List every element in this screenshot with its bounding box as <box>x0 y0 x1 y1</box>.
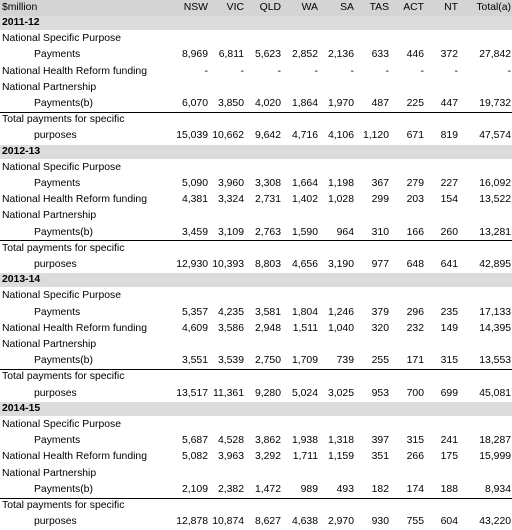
table-cell: 989 <box>300 483 318 495</box>
section-year: 2011-12 <box>2 17 40 28</box>
table-cell: 3,308 <box>254 178 281 189</box>
table-header <box>0 0 512 16</box>
table-cell: 2,136 <box>327 49 354 61</box>
table-cell: 671 <box>406 130 424 142</box>
table-cell: 699 <box>440 387 458 399</box>
table-cell: - <box>240 65 244 77</box>
table-cell: 15,039 <box>176 130 208 142</box>
table-cell: 9,280 <box>254 387 281 399</box>
table-cell: 739 <box>336 355 354 367</box>
table-cell: 14,395 <box>479 322 511 334</box>
table-cell: 8,627 <box>254 516 281 528</box>
table-cell: 17,133 <box>479 306 511 318</box>
table-cell: 4,235 <box>217 306 244 318</box>
column-header: TAS <box>369 2 389 13</box>
section-year: 2012-13 <box>2 145 41 157</box>
table-cell: 3,551 <box>181 355 208 367</box>
table-cell: 3,862 <box>254 435 281 447</box>
section-year: 2014-15 <box>2 402 41 414</box>
table-cell: 166 <box>406 226 424 238</box>
table-cell: 3,960 <box>217 178 244 189</box>
table-cell: 487 <box>371 98 389 109</box>
table-cell: 43,220 <box>479 516 511 528</box>
table-cell: 310 <box>371 226 389 238</box>
column-header: ACT <box>403 2 424 13</box>
table-cell: 15,999 <box>479 451 511 463</box>
row-label: National Specific Purpose <box>2 419 121 430</box>
table-cell: 299 <box>371 194 389 206</box>
table-cell: 260 <box>440 226 458 238</box>
table-cell: 5,687 <box>181 435 208 447</box>
table-cell: 188 <box>440 483 458 495</box>
section-header <box>0 145 512 159</box>
table-cell: 5,082 <box>181 451 208 463</box>
table-cell: 379 <box>371 306 389 318</box>
table-cell: 2,852 <box>291 49 318 61</box>
row-label: National Health Reform funding <box>2 194 147 206</box>
table-cell: 1,511 <box>292 322 318 334</box>
table-cell: 5,623 <box>254 49 281 61</box>
table-cell: 1,938 <box>291 435 318 447</box>
table-cell: 4,638 <box>291 516 318 528</box>
table-cell: 266 <box>406 451 424 463</box>
column-header: Total(a) <box>476 2 511 13</box>
table-cell: 648 <box>406 259 424 270</box>
table-cell: 149 <box>440 322 458 334</box>
table-cell: 964 <box>336 226 354 238</box>
row-label: Total payments for specific <box>2 371 125 383</box>
table-cell: 351 <box>371 451 389 463</box>
table-cell: 8,934 <box>484 483 511 495</box>
table-cell: - <box>385 65 389 77</box>
table-cell: 367 <box>371 178 389 189</box>
column-header: NT <box>444 2 458 13</box>
table-cell: 3,459 <box>181 226 208 238</box>
table-cell: 5,024 <box>291 387 318 399</box>
row-label: Total payments for specific <box>2 242 125 254</box>
table-cell: 47,574 <box>479 130 511 142</box>
table-cell: 13,517 <box>176 387 208 399</box>
row-label: National Partnership <box>2 210 97 222</box>
table-cell: 203 <box>406 194 424 206</box>
row-label: purposes <box>34 387 77 399</box>
section-year: 2013-14 <box>2 274 41 286</box>
table-cell: 174 <box>406 483 424 495</box>
table-cell: 27,842 <box>479 49 511 61</box>
table-cell: 3,586 <box>217 322 244 334</box>
table-cell: 930 <box>371 516 389 528</box>
table-cell: 5,090 <box>181 178 208 189</box>
table-cell: 13,281 <box>479 226 511 238</box>
table-cell: 175 <box>440 451 458 463</box>
table-cell: 3,963 <box>217 451 244 463</box>
table-cell: 255 <box>371 355 389 367</box>
table-cell: 5,357 <box>181 306 208 318</box>
unit-label: $million <box>2 2 38 13</box>
row-label: Total payments for specific <box>2 500 125 511</box>
row-label: Payments <box>34 178 81 189</box>
table-cell: 182 <box>371 483 389 495</box>
table-cell: - <box>420 65 424 77</box>
table-cell: 171 <box>406 355 424 367</box>
table-cell: 1,402 <box>291 194 318 206</box>
table-cell: 8,969 <box>181 49 208 61</box>
table-cell: 10,662 <box>212 130 244 142</box>
row-label: Payments(b) <box>34 98 93 109</box>
table-cell: 1,246 <box>327 306 354 318</box>
table-cell: 11,361 <box>212 387 244 399</box>
table-cell: 320 <box>371 322 389 334</box>
table-cell: 2,763 <box>254 226 281 238</box>
table-cell: 1,709 <box>291 355 318 367</box>
table-cell: 1,318 <box>327 435 354 447</box>
row-label: National Specific Purpose <box>2 290 121 302</box>
table-cell: 16,092 <box>479 178 511 189</box>
table-cell: 4,716 <box>291 130 318 142</box>
row-label: Total payments for specific <box>2 114 125 126</box>
table-cell: 315 <box>406 435 424 447</box>
table-cell: 604 <box>440 516 458 528</box>
table-cell: - <box>350 65 354 77</box>
table-cell: 9,642 <box>254 130 281 142</box>
table-cell: 755 <box>406 516 424 528</box>
table-cell: 1,804 <box>291 306 318 318</box>
row-label: National Specific Purpose <box>2 161 121 173</box>
table-cell: 2,109 <box>181 483 208 495</box>
table-cell: 1,028 <box>327 194 354 206</box>
table-cell: 641 <box>440 259 458 270</box>
row-label: National Health Reform funding <box>2 322 147 334</box>
table-cell: 3,190 <box>327 259 354 270</box>
row-label: National Partnership <box>2 339 97 350</box>
table-cell: 633 <box>371 49 389 61</box>
table-cell: 2,382 <box>217 483 244 495</box>
table-cell: 3,581 <box>254 306 281 318</box>
row-label: National Partnership <box>2 467 97 479</box>
table-cell: 1,970 <box>327 98 354 109</box>
column-header: SA <box>340 2 354 13</box>
column-header: WA <box>301 2 318 13</box>
table-cell: 12,930 <box>176 259 208 270</box>
table-cell: 13,522 <box>479 194 511 206</box>
table-cell: 10,393 <box>212 259 244 270</box>
table-cell: 45,081 <box>479 387 511 399</box>
table-cell: 3,025 <box>327 387 354 399</box>
table-cell: 1,864 <box>291 98 318 109</box>
table-cell: 13,553 <box>479 355 511 367</box>
column-header: VIC <box>226 2 244 13</box>
table-cell: 397 <box>371 435 389 447</box>
row-label: Payments <box>34 306 81 318</box>
table-cell: 19,732 <box>479 98 511 109</box>
table-cell: 1,664 <box>291 178 318 189</box>
table-cell: 447 <box>440 98 458 109</box>
table-cell: 1,472 <box>254 483 281 495</box>
column-header: NSW <box>183 2 208 13</box>
table-cell: 4,609 <box>181 322 208 334</box>
row-label: Payments(b) <box>34 226 93 238</box>
table-cell: 279 <box>406 178 424 189</box>
table-cell: 3,292 <box>254 451 281 463</box>
table-cell: 493 <box>336 483 354 495</box>
table-cell: 296 <box>406 306 424 318</box>
table-cell: 953 <box>371 387 389 399</box>
table-cell: 1,159 <box>327 451 354 463</box>
table-cell: 1,590 <box>291 226 318 238</box>
table-cell: - <box>454 65 458 77</box>
table-cell: - <box>277 65 281 77</box>
table-cell: 3,109 <box>217 226 244 238</box>
row-label: Payments(b) <box>34 355 93 367</box>
table-cell: 3,850 <box>217 98 244 109</box>
row-label: Payments <box>34 49 81 61</box>
table-cell: 42,895 <box>479 259 511 270</box>
table-cell: 2,970 <box>327 516 354 528</box>
section-header <box>0 402 512 416</box>
table-cell: 10,874 <box>212 516 244 528</box>
table-cell: 8,803 <box>254 259 281 270</box>
table-cell: 3,539 <box>217 355 244 367</box>
table-cell: 235 <box>440 306 458 318</box>
row-label: purposes <box>34 130 77 142</box>
table-cell: 1,711 <box>292 451 318 463</box>
table-cell: 6,811 <box>218 49 244 61</box>
table-cell: 4,656 <box>291 259 318 270</box>
table-cell: 12,878 <box>176 516 208 528</box>
row-label: National Health Reform funding <box>2 65 147 77</box>
table-cell: 241 <box>440 435 458 447</box>
table-cell: 2,948 <box>254 322 281 334</box>
table-cell: - <box>314 65 318 77</box>
table-cell: 4,381 <box>181 194 208 206</box>
row-label: National Partnership <box>2 81 97 93</box>
table-cell: 1,040 <box>327 322 354 334</box>
table-cell: 3,324 <box>217 194 244 206</box>
table-cell: 4,528 <box>217 435 244 447</box>
table-cell: 977 <box>371 259 389 270</box>
table-cell: 315 <box>440 355 458 367</box>
section-header <box>0 273 512 287</box>
table-cell: 227 <box>440 178 458 189</box>
table-cell: 819 <box>440 130 458 142</box>
row-label: purposes <box>34 259 77 270</box>
table-cell: 446 <box>406 49 424 61</box>
table-cell: 232 <box>406 322 424 334</box>
table-cell: 4,020 <box>254 98 281 109</box>
row-label: National Specific Purpose <box>2 33 121 45</box>
table-cell: 700 <box>406 387 424 399</box>
row-label: Payments(b) <box>34 483 93 495</box>
row-label: Payments <box>34 435 81 447</box>
table-cell: 225 <box>406 98 424 109</box>
column-header: QLD <box>259 2 281 13</box>
table-cell: 4,106 <box>327 130 354 142</box>
row-label: National Health Reform funding <box>2 451 147 463</box>
table-cell: 1,198 <box>327 178 354 189</box>
table-cell: 2,731 <box>254 194 281 206</box>
table-cell: - <box>507 65 511 77</box>
table-cell: 2,750 <box>254 355 281 367</box>
table-cell: 372 <box>440 49 458 61</box>
table-cell: - <box>204 65 208 77</box>
section-header <box>0 16 512 30</box>
row-label: purposes <box>34 516 77 528</box>
table-cell: 154 <box>440 194 458 206</box>
table-cell: 18,287 <box>479 435 511 447</box>
table-cell: 1,120 <box>362 130 389 142</box>
table-cell: 6,070 <box>181 98 208 109</box>
